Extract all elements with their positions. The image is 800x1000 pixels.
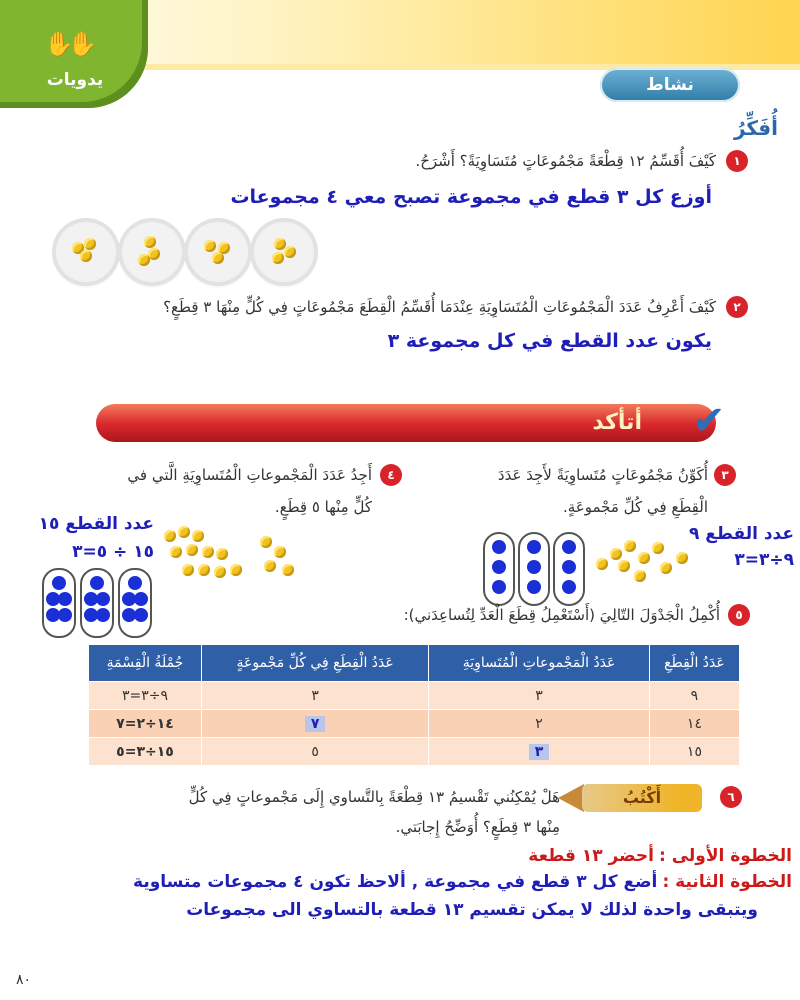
- filled-answer: ٧: [305, 716, 326, 732]
- question-4-answer-count: عدد القطع ١٥: [38, 514, 154, 534]
- question-1-text: كَيْفَ أُقَسِّمُ ١٢ قِطْعَةً مَجْمُوعَاتٍ مُتَسَاوِيَةً؟ أَشْرَحُ.: [415, 152, 716, 170]
- filled-answer: ٣: [529, 744, 550, 760]
- question-number-1: ١: [726, 150, 748, 172]
- question-5-text: أُكْمِلُ الْجَدْوَلَ التّالِيَ (أَسْتَعْمِلُ قِطَعَ الْعَدِّ لِتُساعِدَني):: [403, 606, 720, 624]
- table-header: عَدَدُ الْمَجْموعاتِ الْمُتَساوِيَةِ: [429, 645, 650, 682]
- question-4-text-line1: أَجِدُ عَدَدَ الْمَجْموعاتِ الْمُتَساوِيَةِ الَّتي في: [127, 466, 372, 484]
- pencil-icon: [558, 784, 584, 812]
- counter-tube: [80, 568, 114, 638]
- question-2-text: كَيْفَ أَعْرِفُ عَدَدَ الْمَجْمُوعَاتِ الْمُتَسَاوِيَةِ عِنْدَمَا أُقَسِّمُ الْقِطَعَ مَجْمُوعَاتٍ فِي كُلٍّ مِنْهَا ٣ قِطَعٍ؟: [163, 298, 716, 316]
- table-cell: [429, 738, 650, 766]
- question-number-4: ٤: [380, 464, 402, 486]
- division-table: [88, 644, 740, 766]
- plate-2: [122, 222, 182, 282]
- question-3-text-line2: الْقِطَعِ فِي كُلِّ مَجْموعَةٍ.: [563, 498, 708, 516]
- filled-answer: ١٥÷٣=٥: [89, 738, 202, 766]
- table-row: [89, 738, 740, 766]
- table-cell: ٢: [429, 710, 650, 738]
- step-2-label: الخطوة الثانية :: [662, 872, 792, 892]
- counter-tube: [118, 568, 152, 638]
- question-6-text-line2: مِنْها ٣ قِطَعٍ؟ أُوَضِّحُ إِجابَتي.: [395, 818, 560, 836]
- table-cell: [201, 710, 428, 738]
- question-4-text-line2: كُلٍّ مِنْها ٥ قِطَعٍ.: [274, 498, 372, 516]
- step-1-text: أحضر ١٣ قطعة: [528, 846, 654, 866]
- table-header: عَدَدُ الْقِطَعِ فِي كُلِّ مَجْموعَةٍ: [201, 645, 428, 682]
- table-cell: ١٤: [649, 710, 739, 738]
- counter-tube: [42, 568, 76, 638]
- question-number-6: ٦: [720, 786, 742, 808]
- step-3-text: ويتبقى واحدة لذلك لا يمكن تقسيم ١٣ قطعة بالتساوي الى مجموعات: [186, 900, 758, 920]
- question-2-answer: يكون عدد القطع في كل مجموعة ٣: [387, 330, 712, 352]
- table-row: [89, 710, 740, 738]
- counter-tube: [483, 532, 515, 606]
- loose-counters: [590, 534, 700, 594]
- table-header: عَدَدُ الْقِطَعِ: [649, 645, 739, 682]
- plate-1: [56, 222, 116, 282]
- step-2: [133, 872, 792, 892]
- question-3-text-line1: أُكَوِّنُ مَجْمُوعَاتٍ مُتَساوِيَةً لأَجِدَ عَدَدَ: [497, 466, 708, 484]
- plate-4: [254, 222, 314, 282]
- question-6-text-line1: هَلْ يُمْكِنُني تَقْسيمُ ١٣ قِطْعَةً بِالتَّساوي إِلَى مَجْموعاتٍ فِي كُلٍّ: [188, 788, 560, 806]
- manipulatives-label: يدويات: [46, 70, 104, 90]
- question-1-answer: أوزع كل ٣ قطع في مجموعة تصبح معي ٤ مجموعات: [230, 186, 712, 208]
- plate-3: [188, 222, 248, 282]
- write-label-box: [582, 784, 702, 812]
- question-3-answer-count: عدد القطع ٩: [688, 524, 794, 544]
- check-banner-label: أتأكد: [592, 410, 642, 435]
- write-label: أَكْتُبُ: [622, 788, 662, 807]
- activity-pill: [600, 68, 740, 102]
- activity-pill-label: نشاط: [646, 75, 694, 95]
- loose-counters: [160, 524, 310, 594]
- question-3-answer-equation: ٩÷٣=٣: [734, 550, 794, 570]
- counter-tube: [553, 532, 585, 606]
- question-4-answer-equation: ١٥ ÷ ٥=٣: [72, 542, 154, 562]
- checkmark-icon: ✔: [692, 398, 726, 444]
- think-heading: أُفَكِّرُ: [733, 116, 778, 140]
- table-cell: ٩÷٣=٣: [89, 682, 202, 710]
- page-number: ٨٠: [16, 972, 32, 988]
- counter-tube: [518, 532, 550, 606]
- question-number-3: ٣: [714, 464, 736, 486]
- table-cell: ٣: [201, 682, 428, 710]
- question-number-5: ٥: [728, 604, 750, 626]
- table-row: [89, 682, 740, 710]
- step-2-text: أضع كل ٣ قطع في مجموعة , ألاحظ تكون ٤ مجموعات متساوية: [133, 872, 658, 892]
- table-cell: ٩: [649, 682, 739, 710]
- step-1: [528, 846, 792, 866]
- table-header: جُمْلَةُ الْقِسْمَةِ: [89, 645, 202, 682]
- hands-icon: ✋✋: [44, 30, 92, 58]
- table-cell: ٥: [201, 738, 428, 766]
- question-number-2: ٢: [726, 296, 748, 318]
- table-cell: ١٥: [649, 738, 739, 766]
- filled-answer: ١٤÷٢=٧: [89, 710, 202, 738]
- table-cell: ٣: [429, 682, 650, 710]
- step-1-label: الخطوة الأولى :: [659, 846, 792, 866]
- check-banner: [96, 404, 716, 442]
